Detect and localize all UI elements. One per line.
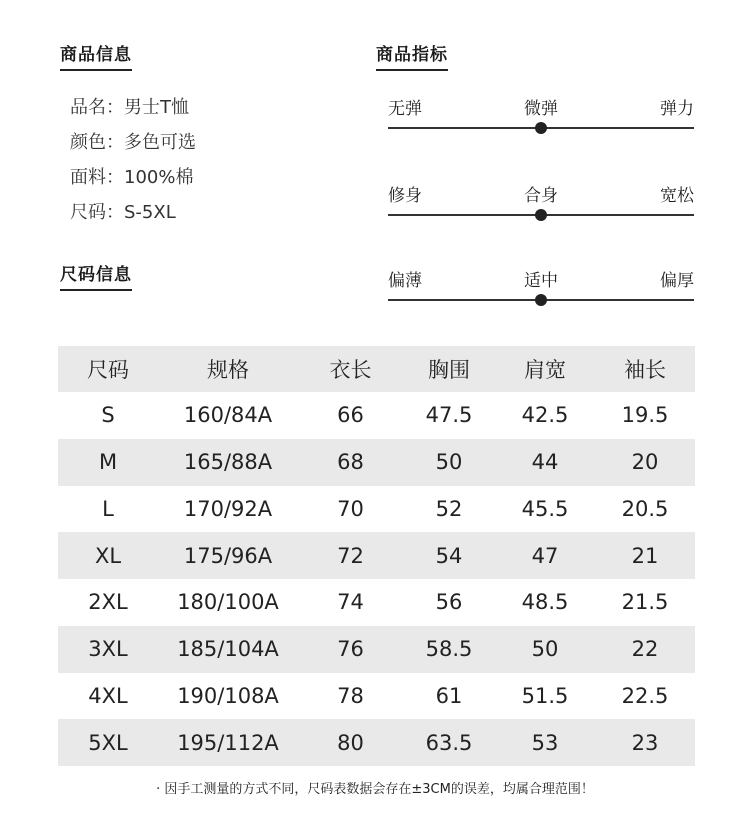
indicator-left-label: 修身	[388, 186, 422, 206]
info-row-color: 颜色：多色可选	[70, 132, 196, 153]
cell-spec: 185/104A	[177, 637, 279, 662]
indicator-right-label: 弹力	[660, 99, 694, 119]
indicator-left-label: 偏薄	[388, 271, 422, 291]
info-row-name: 品名：男士T恤	[70, 97, 189, 118]
indicator-thickness	[388, 266, 694, 306]
info-value: 100%棉	[124, 167, 194, 188]
table-row	[58, 486, 695, 533]
cell-spec: 165/88A	[183, 450, 273, 475]
cell-size: M	[98, 450, 118, 475]
table-row	[58, 579, 695, 626]
cell-size: XL	[94, 543, 122, 568]
indicator-marker	[535, 209, 547, 221]
indicator-middle-label: 合身	[524, 186, 558, 206]
table-row	[58, 626, 695, 673]
cell-size: S	[101, 403, 115, 428]
indicator-elasticity	[388, 94, 694, 134]
product-info-title: 商品信息	[60, 40, 132, 71]
cell-length: 76	[337, 637, 364, 662]
cell-shoulder: 51.5	[521, 683, 569, 708]
info-key: 颜色	[70, 132, 106, 153]
cell-chest: 61	[435, 683, 463, 708]
indicator-marker	[535, 122, 547, 134]
cell-length: 66	[337, 403, 364, 428]
cell-chest: 56	[435, 590, 463, 615]
header-length: 衣长	[329, 358, 372, 382]
cell-sleeve: 22	[631, 637, 659, 662]
cell-sleeve: 23	[631, 730, 659, 755]
cell-sleeve: 20.5	[621, 496, 669, 521]
cell-length: 68	[337, 450, 364, 475]
cell-spec: 160/84A	[183, 403, 273, 428]
measurement-footnote: · 因手工测量的方式不同，尺码表数据会存在±3CM的误差，均属合理范围！	[156, 782, 594, 797]
cell-shoulder: 50	[531, 637, 559, 662]
cell-size: 2XL	[88, 590, 128, 615]
header-chest: 胸围	[428, 358, 470, 382]
size-table	[58, 346, 695, 766]
header-size: 尺码	[87, 358, 129, 382]
indicator-marker	[535, 294, 547, 306]
cell-length: 70	[337, 496, 364, 521]
product-indicators-title: 商品指标	[376, 40, 448, 71]
cell-chest: 54	[435, 543, 463, 568]
cell-chest: 52	[435, 496, 463, 521]
cell-length: 78	[337, 683, 364, 708]
cell-spec: 175/96A	[183, 543, 273, 568]
cell-sleeve: 21.5	[621, 590, 669, 615]
cell-size: 4XL	[88, 683, 128, 708]
indicator-middle-label: 适中	[524, 271, 558, 291]
cell-length: 74	[337, 590, 364, 615]
size-info-title: 尺码信息	[60, 260, 132, 291]
info-value: S-5XL	[124, 202, 176, 223]
cell-shoulder: 44	[531, 450, 559, 475]
cell-shoulder: 53	[531, 730, 559, 755]
table-row	[58, 532, 695, 579]
cell-size: 5XL	[88, 730, 128, 755]
table-row	[58, 673, 695, 720]
header-sleeve: 袖长	[624, 358, 666, 382]
info-key: 品名	[70, 97, 106, 118]
table-header-row	[58, 346, 695, 392]
cell-length: 80	[337, 730, 364, 755]
cell-sleeve: 22.5	[621, 683, 669, 708]
indicator-fit	[388, 181, 694, 221]
cell-spec: 190/108A	[177, 683, 279, 708]
indicator-middle-label: 微弹	[524, 99, 558, 119]
cell-sleeve: 19.5	[621, 403, 669, 428]
table-row	[58, 392, 695, 439]
info-value: 多色可选	[124, 132, 196, 153]
cell-sleeve: 20	[631, 450, 659, 475]
table-row	[58, 719, 695, 766]
info-row-fabric: 面料：100%棉	[70, 167, 194, 188]
cell-size: L	[102, 496, 114, 521]
indicator-left-label: 无弹	[388, 99, 422, 119]
product-info-list	[70, 90, 196, 230]
cell-shoulder: 47	[531, 543, 559, 568]
cell-chest: 47.5	[425, 403, 473, 428]
info-row-size: 尺码：S-5XL	[70, 202, 176, 223]
cell-shoulder: 45.5	[521, 496, 569, 521]
cell-shoulder: 42.5	[521, 403, 569, 428]
cell-chest: 50	[435, 450, 463, 475]
info-value: 男士T恤	[124, 97, 189, 118]
header-spec: 规格	[207, 358, 249, 382]
cell-sleeve: 21	[631, 543, 659, 568]
cell-spec: 170/92A	[183, 496, 273, 521]
cell-length: 72	[337, 543, 364, 568]
cell-spec: 195/112A	[177, 730, 279, 755]
table-row	[58, 439, 695, 486]
cell-spec: 180/100A	[177, 590, 279, 615]
cell-chest: 63.5	[425, 730, 473, 755]
info-key: 尺码	[70, 202, 106, 223]
header-shoulder: 肩宽	[524, 358, 566, 382]
indicator-right-label: 宽松	[660, 186, 694, 206]
cell-chest: 58.5	[425, 637, 473, 662]
cell-size: 3XL	[88, 637, 128, 662]
indicator-right-label: 偏厚	[660, 271, 694, 291]
info-key: 面料	[70, 167, 106, 188]
cell-shoulder: 48.5	[521, 590, 569, 615]
